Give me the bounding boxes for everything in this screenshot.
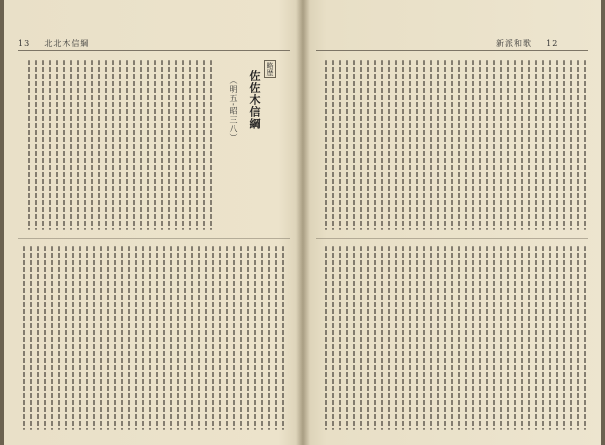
text-column — [570, 60, 572, 230]
text-column — [23, 246, 25, 430]
right-section-rule — [316, 238, 588, 239]
text-column — [479, 246, 481, 430]
text-column — [28, 60, 30, 230]
text-column — [458, 60, 460, 230]
text-column — [395, 60, 397, 230]
text-column — [528, 246, 530, 430]
text-column — [374, 246, 376, 430]
text-column — [100, 246, 102, 430]
text-column — [451, 60, 453, 230]
text-column — [240, 246, 242, 430]
text-column — [282, 246, 284, 430]
page-edge-left — [0, 0, 4, 445]
text-column — [465, 246, 467, 430]
text-column — [105, 60, 107, 230]
text-column — [367, 60, 369, 230]
text-column — [261, 246, 263, 430]
left-running-title: 北北木信綱 — [44, 39, 90, 48]
text-column — [514, 246, 516, 430]
text-column — [479, 60, 481, 230]
text-column — [346, 60, 348, 230]
text-column — [542, 246, 544, 430]
text-column — [507, 60, 509, 230]
text-column — [121, 246, 123, 430]
text-column — [79, 246, 81, 430]
text-column — [198, 246, 200, 430]
text-column — [577, 246, 579, 430]
text-column — [140, 60, 142, 230]
text-column — [444, 60, 446, 230]
text-column — [58, 246, 60, 430]
text-column — [203, 60, 205, 230]
text-column — [254, 246, 256, 430]
text-column — [465, 60, 467, 230]
text-column — [154, 60, 156, 230]
text-column — [374, 60, 376, 230]
right-page-number: 12 — [546, 39, 559, 48]
text-column — [184, 246, 186, 430]
text-column — [135, 246, 137, 430]
text-column — [353, 246, 355, 430]
text-column — [535, 60, 537, 230]
text-column — [409, 246, 411, 430]
text-column — [535, 246, 537, 430]
text-column — [226, 246, 228, 430]
text-column — [528, 60, 530, 230]
text-column — [339, 246, 341, 430]
text-column — [112, 60, 114, 230]
text-column — [182, 60, 184, 230]
text-column — [35, 60, 37, 230]
text-column — [56, 60, 58, 230]
text-column — [177, 246, 179, 430]
text-column — [514, 60, 516, 230]
text-column — [126, 60, 128, 230]
text-column — [430, 60, 432, 230]
text-column — [128, 246, 130, 430]
text-column — [493, 246, 495, 430]
text-column — [189, 60, 191, 230]
biography-box: 略歴 — [266, 62, 274, 76]
text-column — [549, 60, 551, 230]
text-column — [49, 60, 51, 230]
text-column — [507, 246, 509, 430]
entry-name: 佐佐木信綱 — [248, 70, 261, 130]
text-column — [577, 60, 579, 230]
text-column — [584, 60, 586, 230]
text-column — [339, 60, 341, 230]
text-column — [247, 246, 249, 430]
text-column — [570, 246, 572, 430]
text-column — [430, 246, 432, 430]
text-column — [395, 246, 397, 430]
text-column — [168, 60, 170, 230]
text-column — [149, 246, 151, 430]
text-column — [93, 246, 95, 430]
text-column — [521, 60, 523, 230]
text-column — [346, 246, 348, 430]
text-column — [458, 246, 460, 430]
text-column — [542, 60, 544, 230]
text-column — [233, 246, 235, 430]
text-column — [423, 246, 425, 430]
text-column — [556, 60, 558, 230]
text-column — [451, 246, 453, 430]
text-column — [170, 246, 172, 430]
text-column — [360, 246, 362, 430]
text-column — [65, 246, 67, 430]
text-column — [409, 60, 411, 230]
text-column — [486, 60, 488, 230]
left-head-rule — [18, 50, 290, 51]
text-column — [360, 60, 362, 230]
text-column — [268, 246, 270, 430]
text-column — [332, 60, 334, 230]
text-column — [275, 246, 277, 430]
text-column — [549, 246, 551, 430]
text-column — [472, 246, 474, 430]
right-running-title: 新派和歌 — [496, 39, 532, 48]
text-column — [381, 246, 383, 430]
text-column — [91, 60, 93, 230]
text-column — [416, 246, 418, 430]
left-section-rule — [18, 238, 290, 239]
text-column — [219, 246, 221, 430]
text-column — [493, 60, 495, 230]
text-column — [72, 246, 74, 430]
text-column — [98, 60, 100, 230]
text-column — [30, 246, 32, 430]
text-column — [156, 246, 158, 430]
text-column — [563, 246, 565, 430]
text-column — [437, 60, 439, 230]
text-column — [332, 246, 334, 430]
right-head-rule — [316, 50, 588, 51]
text-column — [500, 60, 502, 230]
text-column — [402, 60, 404, 230]
text-column — [388, 60, 390, 230]
page-edge-right — [601, 0, 605, 445]
text-column — [584, 246, 586, 430]
text-column — [175, 60, 177, 230]
left-running-head — [18, 38, 89, 49]
text-column — [521, 246, 523, 430]
text-column — [325, 246, 327, 430]
text-column — [51, 246, 53, 430]
text-column — [147, 60, 149, 230]
text-column — [402, 246, 404, 430]
text-column — [500, 246, 502, 430]
text-column — [42, 60, 44, 230]
text-column — [472, 60, 474, 230]
text-column — [437, 246, 439, 430]
right-running-head — [496, 38, 558, 49]
text-column — [210, 60, 212, 230]
text-column — [119, 60, 121, 230]
text-column — [196, 60, 198, 230]
text-column — [556, 246, 558, 430]
entry-dates: （明五-昭三八） — [229, 76, 238, 143]
text-column — [114, 246, 116, 430]
text-column — [444, 246, 446, 430]
text-column — [107, 246, 109, 430]
text-column — [367, 246, 369, 430]
text-column — [325, 60, 327, 230]
book-gutter — [296, 0, 310, 445]
text-column — [161, 60, 163, 230]
text-column — [163, 246, 165, 430]
text-column — [205, 246, 207, 430]
text-column — [212, 246, 214, 430]
text-column — [563, 60, 565, 230]
text-column — [381, 60, 383, 230]
text-column — [423, 60, 425, 230]
text-column — [86, 246, 88, 430]
text-column — [44, 246, 46, 430]
text-column — [353, 60, 355, 230]
text-column — [416, 60, 418, 230]
text-column — [133, 60, 135, 230]
text-column — [388, 246, 390, 430]
left-page-number: 13 — [18, 39, 31, 48]
text-column — [84, 60, 86, 230]
text-column — [37, 246, 39, 430]
text-column — [77, 60, 79, 230]
text-column — [70, 60, 72, 230]
text-column — [63, 60, 65, 230]
text-column — [142, 246, 144, 430]
text-column — [191, 246, 193, 430]
text-column — [486, 246, 488, 430]
